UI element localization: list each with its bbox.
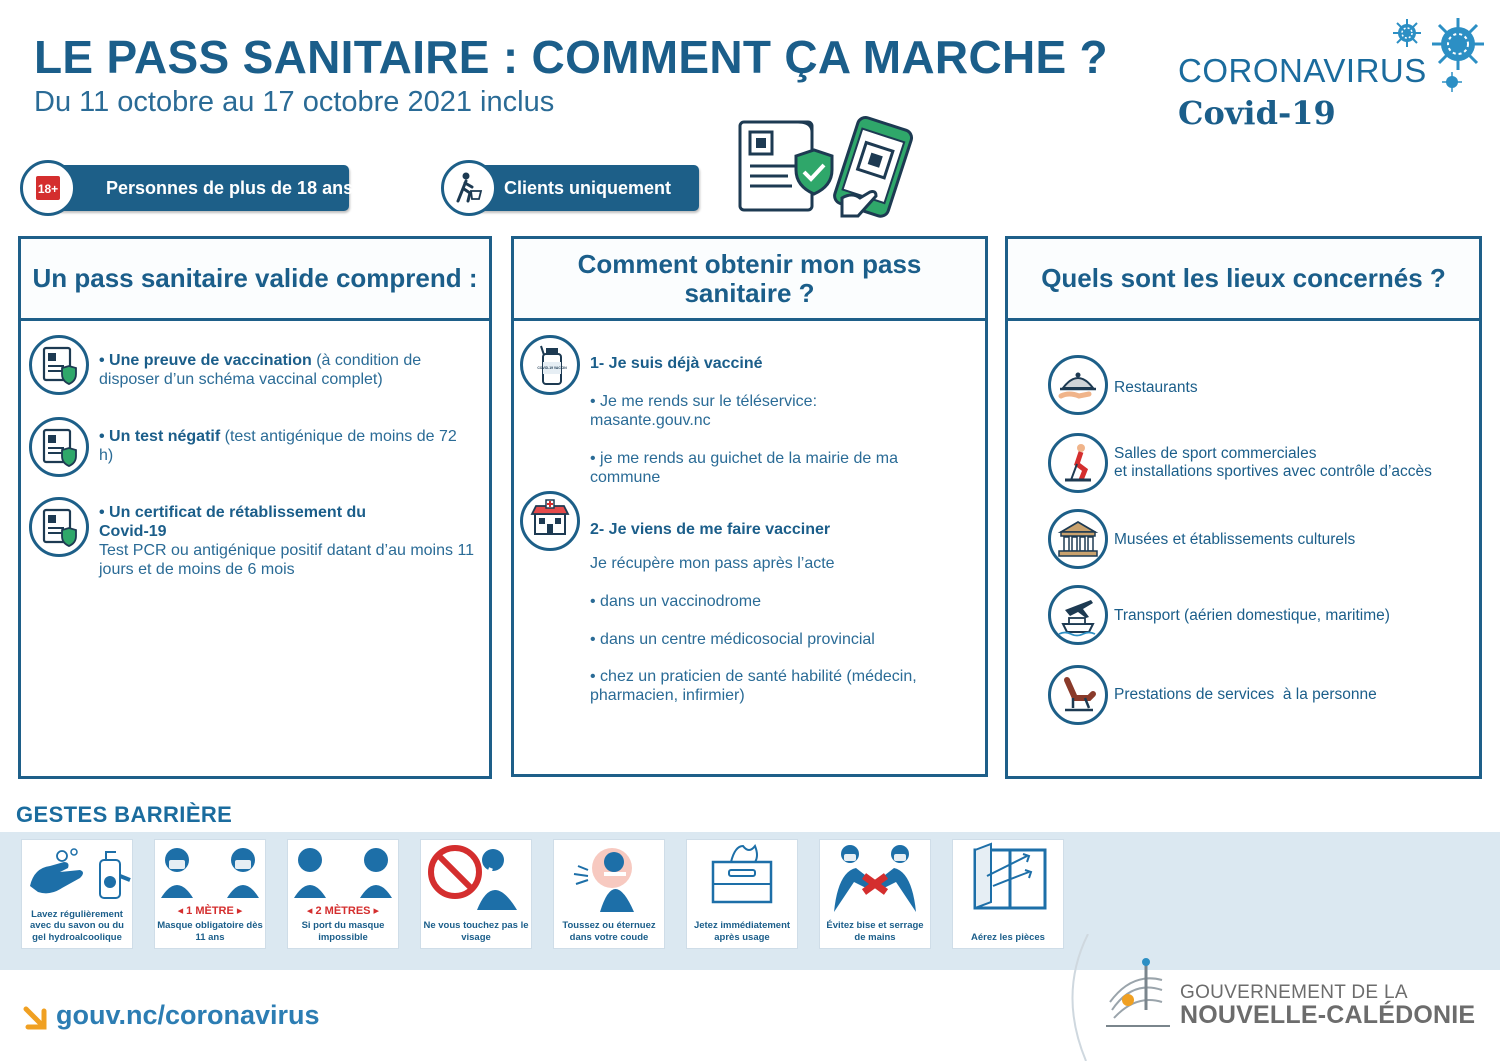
step2-title: 2- Je viens de me faire vacciner bbox=[590, 521, 831, 538]
geste-hand-wash-caption: Lavez régulièrement avec du savon ou du gel hydroalcoolique bbox=[30, 908, 124, 943]
pass-item-vaccination-text: (à condition de disposer d’un schéma vaccinal complet) bbox=[99, 352, 422, 388]
step2-bullet2: • dans un centre médicosocial provincial bbox=[590, 631, 875, 648]
hand-wash-icon bbox=[22, 840, 132, 914]
sneeze-elbow-icon bbox=[554, 840, 664, 914]
salon-chair-icon bbox=[1048, 665, 1108, 725]
gov-name-line1: GOUVERNEMENT DE LA bbox=[1180, 982, 1408, 1003]
brand-line2: Covid-19 bbox=[1178, 94, 1336, 132]
adults-badge-label: Personnes de plus de 18 ans bbox=[106, 178, 354, 198]
step2-bullet3: • chez un praticien de santé habilité (médecin, pharmacien, infirmier) bbox=[590, 668, 917, 704]
vaccination-center-icon bbox=[520, 491, 580, 551]
no-face-touch-icon bbox=[421, 840, 531, 914]
panel-valid-pass-header bbox=[21, 239, 489, 321]
government-logo-icon bbox=[1102, 950, 1174, 1032]
geste-distance-caption: Si port du masque impossible bbox=[301, 920, 385, 943]
panel-obtain-pass-title-2: sanitaire ? bbox=[684, 277, 815, 308]
place-museums: Musées et établissements culturels bbox=[1114, 531, 1356, 548]
geste-no-handshake bbox=[819, 839, 931, 949]
geste-mask-tag: ◂ 1 MÈTRE ▸ bbox=[177, 905, 243, 917]
step2-bullet1: • dans un vaccinodrome bbox=[590, 593, 762, 610]
geste-mask bbox=[154, 839, 266, 949]
gov-name-line2: NOUVELLE-CALÉDONIE bbox=[1180, 1001, 1476, 1029]
vaccine-vial-icon bbox=[520, 335, 580, 395]
pass-item-vaccination bbox=[99, 351, 469, 389]
age-18-icon bbox=[20, 160, 76, 216]
window-air-icon bbox=[953, 840, 1063, 914]
panel-places-title: Quels sont les lieux concernés ? bbox=[1041, 263, 1446, 293]
geste-hand-wash bbox=[21, 839, 133, 949]
place-restaurants: Restaurants bbox=[1114, 379, 1198, 396]
distance-people-icon bbox=[288, 840, 398, 914]
mask-people-icon bbox=[155, 840, 265, 914]
pass-item-vaccination-bold: • Une preuve de vaccination bbox=[99, 352, 312, 369]
adults-badge bbox=[44, 165, 354, 211]
pass-item-recovery-bold: • Un certificat de rétablissement du Covid-19 bbox=[99, 504, 367, 540]
virus-large-icon bbox=[1430, 16, 1486, 72]
virus-tiny-icon bbox=[1442, 72, 1462, 92]
geste-sneeze-caption: Toussez ou éternuez dans votre coude bbox=[562, 920, 656, 943]
geste-tissue bbox=[686, 839, 798, 949]
age-18-text: 18+ bbox=[37, 182, 59, 196]
panel-places bbox=[1005, 236, 1482, 779]
panel-valid-pass-title: Un pass sanitaire valide comprend : bbox=[32, 263, 478, 293]
panel-obtain-pass-title-1: Comment obtenir mon pass bbox=[577, 248, 922, 279]
pass-item-recovery bbox=[99, 503, 479, 579]
pass-item-negative-test-bold: • Un test négatif bbox=[99, 428, 221, 445]
no-handshake-icon bbox=[820, 840, 930, 914]
recovery-certificate-icon bbox=[29, 497, 89, 557]
geste-mask-caption: Masque obligatoire dès 11 ans bbox=[157, 920, 263, 943]
step2-intro: Je récupère mon pass après l’acte bbox=[590, 555, 835, 572]
geste-no-face-touch bbox=[420, 839, 532, 949]
place-personal-services: Prestations de services à la personne bbox=[1114, 686, 1377, 703]
page-subtitle: Du 11 octobre au 17 octobre 2021 inclus bbox=[34, 86, 555, 118]
place-sports: Salles de sport commerciales et installations sportives avec contrôle d’accès bbox=[1114, 445, 1432, 480]
cloche-icon bbox=[1048, 355, 1108, 415]
geste-distance bbox=[287, 839, 399, 949]
fitness-icon bbox=[1048, 433, 1108, 493]
vaccination-certificate-icon bbox=[29, 335, 89, 395]
clients-badge-label: Clients uniquement bbox=[504, 178, 672, 198]
pass-item-negative-test bbox=[99, 427, 469, 465]
geste-sneeze bbox=[553, 839, 665, 949]
panel-valid-pass bbox=[18, 236, 492, 779]
panel-places-header bbox=[1008, 239, 1479, 321]
coronavirus-link[interactable]: gouv.nc/coronavirus bbox=[56, 1000, 320, 1030]
vaccine-vial-text: COVID-19 VACCIN bbox=[537, 366, 567, 370]
geste-no-face-touch-caption: Ne vous touchez pas le visage bbox=[423, 920, 529, 943]
pass-item-recovery-text: Test PCR ou antigénique positif datant d’au moins 11 jours et de moins de 6 mois bbox=[99, 542, 475, 578]
geste-tissue-caption: Jetez immédiatement après usage bbox=[693, 920, 791, 943]
tissue-box-icon bbox=[687, 840, 797, 914]
arrow-down-right-icon bbox=[22, 1003, 52, 1033]
geste-distance-tag: ◂ 2 MÈTRES ▸ bbox=[306, 905, 380, 917]
geste-air bbox=[952, 839, 1064, 949]
panel-obtain-pass bbox=[511, 236, 988, 777]
geste-air-caption: Aérez les pièces bbox=[971, 931, 1045, 943]
geste-no-handshake-caption: Évitez bise et serrage de mains bbox=[826, 920, 924, 943]
plane-ship-icon bbox=[1048, 585, 1108, 645]
panel-obtain-pass-header bbox=[514, 239, 985, 321]
pass-item-negative-test-text: (test antigénique de moins de 72 h) bbox=[99, 428, 457, 464]
clients-badge bbox=[466, 165, 699, 211]
step1-bullet2: • je me rends au guichet de la mairie de ma commune bbox=[590, 450, 898, 486]
virus-small-icon bbox=[1392, 18, 1422, 48]
page-title: LE PASS SANITAIRE : COMMENT ÇA MARCHE ? bbox=[34, 31, 1108, 83]
coronavirus-brand bbox=[1178, 52, 1427, 132]
shopper-icon bbox=[441, 160, 497, 216]
step1-title: 1- Je suis déjà vacciné bbox=[590, 355, 763, 372]
place-transport: Transport (aérien domestique, maritime) bbox=[1114, 607, 1390, 624]
brand-line1: CORONAVIRUS bbox=[1178, 52, 1427, 89]
gestes-title: GESTES BARRIÈRE bbox=[16, 802, 233, 827]
step1-bullet1: • Je me rends sur le téléservice: masante.gouv.nc bbox=[590, 393, 818, 429]
pass-document-phone-icon bbox=[734, 114, 920, 220]
museum-icon bbox=[1048, 509, 1108, 569]
negative-test-icon bbox=[29, 417, 89, 477]
